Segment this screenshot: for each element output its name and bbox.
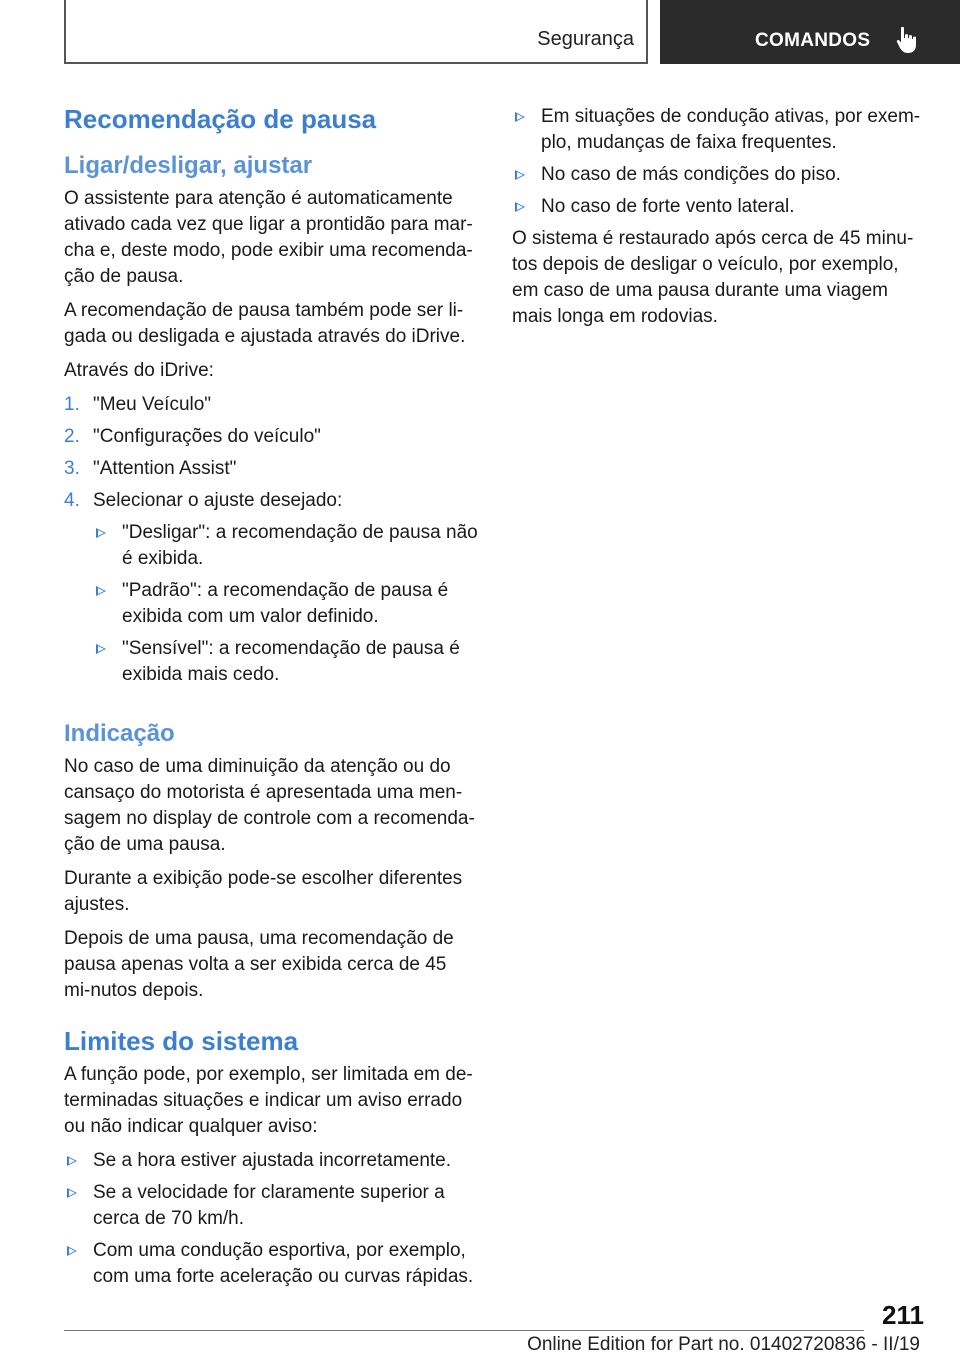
limits-list-continued xyxy=(512,104,924,220)
paragraph: A recomendação de pausa também pode ser li-gada ou desligada e ajustada através do iDrive. xyxy=(64,300,466,347)
step-number: 4. xyxy=(64,490,80,511)
step-text: Selecionar o ajuste desejado: xyxy=(93,490,343,511)
setting-options-list xyxy=(64,520,478,688)
triangle-bullet-icon xyxy=(96,528,106,538)
list-item-text: No caso de más condições do piso. xyxy=(541,164,841,185)
paragraph: Durante a exibição pode-se escolher diferentes ajustes. xyxy=(64,868,463,915)
paragraph: O sistema é restaurado após cerca de 45 minu-tos depois de desligar o veículo, por exemplo, em caso de uma pausa durante uma viagem mais longa em rodovias. xyxy=(512,228,914,327)
paragraph: A função pode, por exemplo, ser limitada em de-terminadas situações e indicar um aviso errado ou não indicar qualquer aviso: xyxy=(64,1064,473,1137)
list-item-text: "Desligar": a recomendação de pausa não é exibida. xyxy=(122,522,478,569)
footer-edition: Online Edition for Part no. 01402720836 - II/19 xyxy=(527,1334,920,1355)
step-item xyxy=(64,424,478,450)
list-item xyxy=(512,104,924,156)
triangle-bullet-icon xyxy=(96,586,106,596)
section-title-pause-recommendation: Recomendação de pausa xyxy=(64,104,377,134)
step-text: "Meu Veículo" xyxy=(93,394,212,415)
list-item xyxy=(64,1180,478,1232)
header-chapter-tab xyxy=(660,0,960,64)
list-item-text: No caso de forte vento lateral. xyxy=(541,196,795,217)
step-number: 2. xyxy=(64,426,80,447)
subsection-heading-indication: Indicação xyxy=(64,720,175,747)
header-section-title: Segurança xyxy=(537,28,634,50)
header-section-box xyxy=(64,0,648,64)
paragraph: Depois de uma pausa, uma recomendação de pausa apenas volta a ser exibida cerca de 45 mi-nutos depois. xyxy=(64,928,454,1001)
paragraph: Através do iDrive: xyxy=(64,360,214,381)
footer-divider xyxy=(64,1330,864,1331)
right-column xyxy=(512,104,924,338)
list-item-text: Com uma condução esportiva, por exemplo, com uma forte aceleração ou curvas rápidas. xyxy=(93,1240,474,1287)
triangle-bullet-icon xyxy=(96,644,106,654)
triangle-bullet-icon xyxy=(67,1246,77,1256)
list-item xyxy=(512,162,924,188)
list-item xyxy=(64,1238,478,1290)
paragraph: No caso de uma diminuição da atenção ou do cansaço do motorista é apresentada uma men-sagem no display de controle com a recomenda-ção de uma pausa. xyxy=(64,756,475,855)
triangle-bullet-icon xyxy=(67,1156,77,1166)
left-column xyxy=(64,100,478,1296)
list-item-text: "Sensível": a recomendação de pausa é exibida mais cedo. xyxy=(122,638,460,685)
list-item xyxy=(64,1148,478,1174)
step-item xyxy=(64,392,478,418)
step-number: 1. xyxy=(64,394,80,415)
limits-list xyxy=(64,1148,478,1290)
triangle-bullet-icon xyxy=(515,112,525,122)
idrive-steps-list xyxy=(64,392,478,514)
subsection-heading-switch-on-off: Ligar/desligar, ajustar xyxy=(64,152,313,179)
section-title-system-limits: Limites do sistema xyxy=(64,1026,299,1056)
list-item xyxy=(93,578,478,630)
step-text: "Attention Assist" xyxy=(93,458,237,479)
step-number: 3. xyxy=(64,458,80,479)
list-item xyxy=(93,520,478,572)
triangle-bullet-icon xyxy=(515,170,525,180)
list-item xyxy=(512,194,924,220)
paragraph: O assistente para atenção é automaticamente ativado cada vez que ligar a prontidão para mar-cha e, deste modo, pode exibir uma recomenda-ção de pausa. xyxy=(64,188,473,287)
header-chapter-title: COMANDOS xyxy=(755,30,871,51)
step-item xyxy=(64,488,478,514)
list-item-text: Se a hora estiver ajustada incorretamente. xyxy=(93,1150,452,1171)
step-item xyxy=(64,456,478,482)
triangle-bullet-icon xyxy=(67,1188,77,1198)
page-number: 211 xyxy=(882,1300,924,1330)
triangle-bullet-icon xyxy=(515,202,525,212)
list-item-text: "Padrão": a recomendação de pausa é exibida com um valor definido. xyxy=(122,580,449,627)
list-item-text: Se a velocidade for claramente superior a cerca de 70 km/h. xyxy=(93,1182,445,1229)
pointing-hand-icon xyxy=(896,26,920,54)
list-item xyxy=(93,636,478,688)
step-text: "Configurações do veículo" xyxy=(93,426,321,447)
list-item-text: Em situações de condução ativas, por exem-plo, mudanças de faixa frequentes. xyxy=(541,106,921,153)
